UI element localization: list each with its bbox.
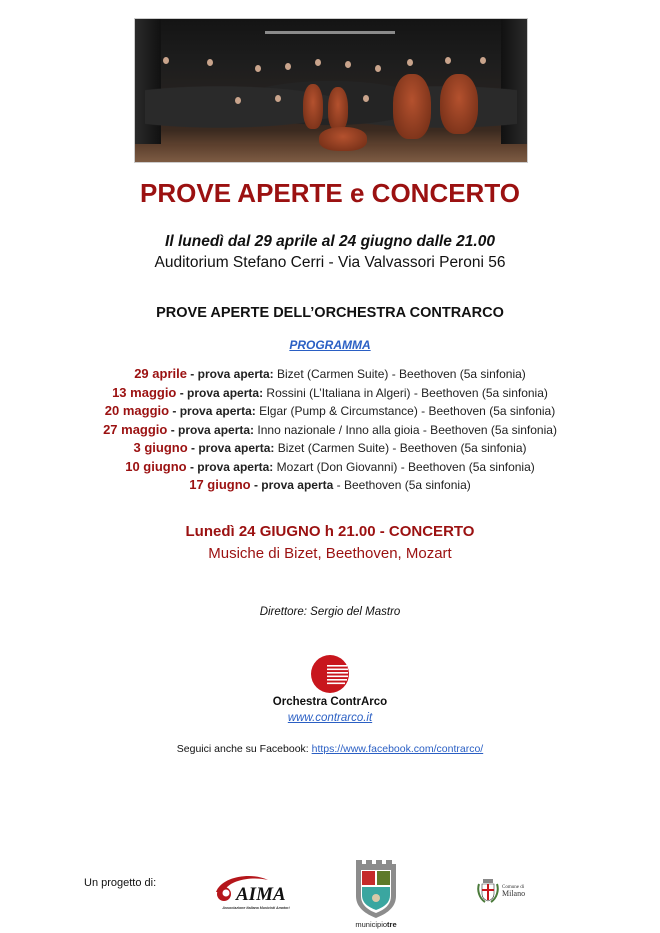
rehearsal-label: - prova aperta: <box>186 367 274 381</box>
rehearsal-program: Bizet (Carmen Suite) - Beethoven (5a sinfonia) <box>274 441 527 455</box>
double-bass <box>440 74 478 134</box>
aima-tagline: Associazione Italiana Musicisti Amatori <box>222 906 290 910</box>
face <box>275 95 281 102</box>
face <box>207 59 213 66</box>
cello-floor <box>319 127 367 151</box>
face <box>363 95 369 102</box>
rehearsal-program: Bizet (Carmen Suite) - Beethoven (5a sinfonia) <box>273 367 526 381</box>
schedule-row <box>0 458 660 477</box>
face <box>375 65 381 72</box>
schedule-row <box>0 476 660 495</box>
rehearsal-program: Elgar (Pump & Circumstance) - Beethoven (5a sinfonia) <box>255 404 556 418</box>
schedule-row <box>0 421 660 440</box>
cello <box>303 84 323 129</box>
face <box>285 63 291 70</box>
rehearsal-schedule <box>0 365 660 495</box>
facebook-link[interactable]: https://www.facebook.com/contrarco/ <box>311 743 484 755</box>
facebook-line <box>0 743 660 755</box>
rehearsal-date: 29 aprile <box>134 366 187 381</box>
programma-link[interactable]: PROGRAMMA <box>289 338 371 352</box>
cello <box>328 87 348 131</box>
orchestra-website-link[interactable]: www.contrarco.it <box>287 712 373 724</box>
face <box>235 97 241 104</box>
face <box>315 59 321 66</box>
rehearsal-label: - prova aperta: <box>187 441 275 455</box>
venue: Auditorium Stefano Cerri - Via Valvassori Peroni 56 <box>154 254 506 271</box>
face <box>480 57 486 64</box>
rehearsal-label: - prova aperta: <box>169 404 256 418</box>
face <box>255 65 261 72</box>
page-title: PROVE APERTE e CONCERTO <box>140 178 520 208</box>
schedule-subtitle: Il lunedì dal 29 aprile al 24 giugno dalle 21.00 <box>165 233 495 250</box>
svg-text:municipiotre <box>355 920 396 929</box>
face <box>407 59 413 66</box>
face <box>345 61 351 68</box>
rehearsal-program: Inno nazionale / Inno alla gioia - Beethoven (5a sinfonia) <box>254 422 557 437</box>
schedule-row <box>0 365 660 384</box>
municipio-tre-logo-icon <box>352 858 400 930</box>
rehearsal-date: 27 maggio <box>103 421 168 437</box>
rehearsal-label: - prova aperta <box>250 478 334 492</box>
facebook-label: Seguici anche su Facebook: <box>176 743 312 755</box>
project-label: Un progetto di: <box>84 877 157 889</box>
orchestra-name: Orchestra ContrArco <box>272 696 388 708</box>
face <box>445 57 451 64</box>
rehearsal-program: Rossini (L’Italiana in Algeri) - Beethoven (5a sinfonia) <box>263 385 548 400</box>
rehearsal-label: - prova aperta: <box>176 385 264 400</box>
schedule-row <box>0 402 660 421</box>
rehearsal-label: - prova aperta: <box>186 459 274 474</box>
rehearsal-date: 3 giugno <box>133 440 188 455</box>
orchestra-photo <box>134 18 528 163</box>
contrarco-logo-icon <box>310 654 350 694</box>
director: Direttore: Sergio del Mastro <box>259 606 401 618</box>
rehearsal-date: 17 giugno <box>189 477 251 492</box>
municipio-prefix: municipio <box>355 920 388 929</box>
rehearsal-date: 20 maggio <box>104 403 170 418</box>
concert-program: Musiche di Bizet, Beethoven, Mozart <box>208 545 452 562</box>
rehearsal-program: Mozart (Don Giovanni) - Beethoven (5a sinfonia) <box>273 459 535 474</box>
double-bass <box>393 74 431 139</box>
section-heading: PROVE APERTE DELL’ORCHESTRA CONTRARCO <box>156 305 504 321</box>
schedule-row <box>0 384 660 403</box>
rehearsal-label: - prova aperta: <box>167 422 255 437</box>
milano-line2: Milano <box>502 889 526 898</box>
stage-light <box>265 31 395 34</box>
municipio-suffix: tre <box>387 920 397 929</box>
face <box>163 57 169 64</box>
schedule-row <box>0 439 660 458</box>
rehearsal-date: 10 giugno <box>125 458 187 474</box>
rehearsal-program: - Beethoven (5a sinfonia) <box>333 478 471 492</box>
milano-line1: Comune di <box>502 885 525 890</box>
comune-di-milano-logo-icon <box>476 876 536 906</box>
concert-headline: Lunedì 24 GIUGNO h 21.00 - CONCERTO <box>185 523 475 540</box>
rehearsal-date: 13 maggio <box>112 384 177 400</box>
aima-logo-icon <box>212 870 300 912</box>
aima-name: AIMA <box>236 884 286 905</box>
